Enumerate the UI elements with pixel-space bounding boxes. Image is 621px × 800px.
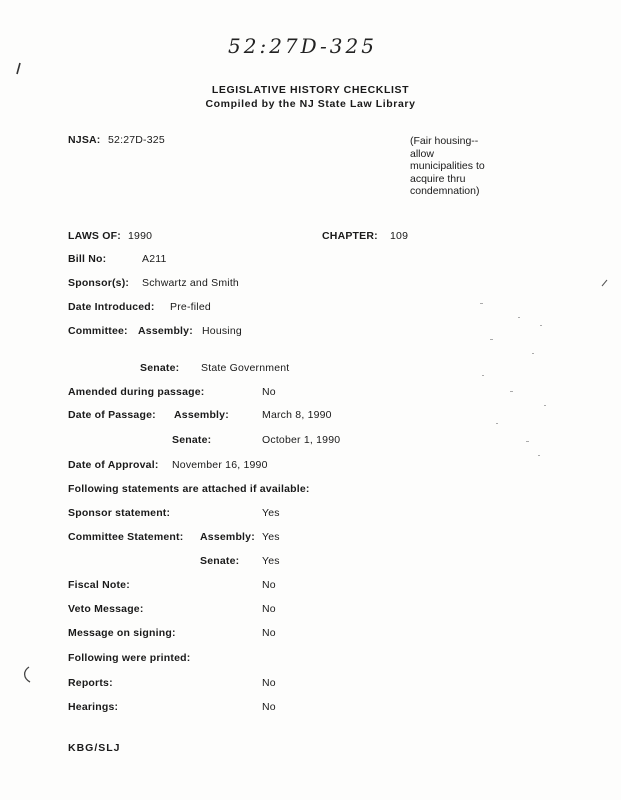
sponsor-statement-value: Yes [262,507,280,519]
committee-statement-senate-value: Yes [262,555,280,567]
bleed-through-specks [470,295,560,465]
margin-mark-top [14,62,24,76]
date-introduced-value: Pre-filed [170,301,211,313]
committee-label: Committee: [68,325,128,337]
approval-value: November 16, 1990 [172,459,268,471]
committee-assembly-value: Housing [202,325,242,337]
document-title: LEGISLATIVE HISTORY CHECKLIST [211,84,410,96]
passage-senate-label: Senate: [172,434,212,446]
statements-heading: Following statements are attached if available: [68,483,310,495]
sponsors-label: Sponsor(s): [68,277,130,289]
passage-senate-value: October 1, 1990 [262,434,341,446]
hearings-label: Hearings: [68,701,119,713]
date-introduced-label: Date Introduced: [68,301,155,313]
edge-mark [600,278,610,288]
fiscal-note-label: Fiscal Note: [68,579,130,591]
hearings-value: No [262,701,276,713]
amended-value: No [262,386,276,398]
bill-no-value: A211 [142,253,167,265]
passage-assembly-value: March 8, 1990 [262,409,332,421]
committee-senate-label: Senate: [140,362,180,374]
njsa-label: NJSA: [68,134,101,146]
message-signing-label: Message on signing: [68,627,176,639]
margin-mark-bottom [20,665,34,685]
note-line: municipalities to [410,160,485,172]
committee-statement-label: Committee Statement: [68,531,184,543]
sponsor-statement-label: Sponsor statement: [68,507,171,519]
message-signing-value: No [262,627,276,639]
committee-senate-value: State Government [201,362,290,374]
committee-assembly-label: Assembly: [138,325,193,337]
committee-statement-senate-label: Senate: [200,555,240,567]
committee-statement-assembly-value: Yes [262,531,280,543]
fiscal-note-value: No [262,579,276,591]
sponsors-value: Schwartz and Smith [142,277,239,289]
note-line: acquire thru [410,172,466,185]
document-subtitle: Compiled by the NJ State Law Library [205,98,416,110]
note-line: condemnation) [410,185,480,197]
note-line: allow [410,147,434,160]
bill-no-label: Bill No: [68,253,107,265]
chapter-label: CHAPTER: [322,230,378,242]
njsa-value: 52:27D-325 [108,134,165,146]
passage-assembly-label: Assembly: [174,409,229,421]
handwritten-statute-number: 52:27D-325 [228,34,377,58]
preparer-initials: KBG/SLJ [68,742,121,754]
passage-label: Date of Passage: [68,409,156,421]
amended-label: Amended during passage: [68,386,205,398]
chapter-value: 109 [390,230,409,242]
approval-label: Date of Approval: [68,459,159,471]
reports-value: No [262,677,276,689]
laws-of-value: 1990 [128,230,153,242]
veto-message-value: No [262,603,276,615]
note-line: (Fair housing-- [410,135,479,147]
printed-heading: Following were printed: [68,652,191,664]
committee-statement-assembly-label: Assembly: [200,531,255,543]
reports-label: Reports: [68,677,113,689]
laws-of-label: LAWS OF: [68,230,121,242]
subject-note [410,135,485,198]
veto-message-label: Veto Message: [68,603,144,615]
